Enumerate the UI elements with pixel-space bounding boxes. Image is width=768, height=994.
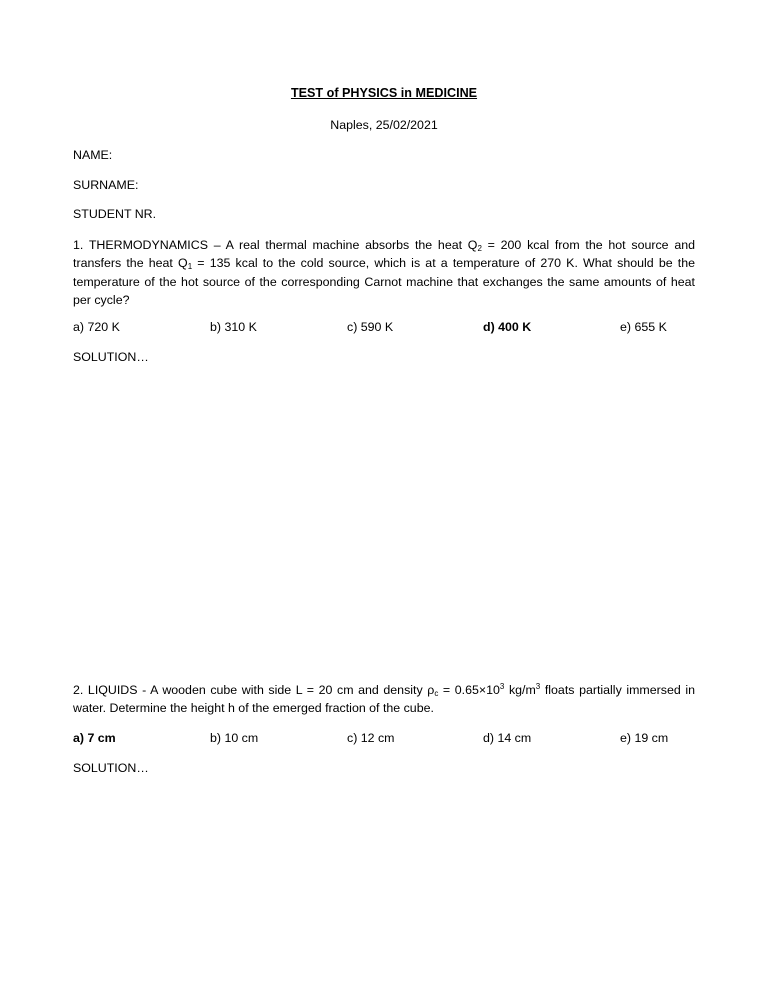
document-date: Naples, 25/02/2021: [330, 118, 438, 132]
name-field-label: NAME:: [73, 148, 113, 162]
student-nr-field-label: STUDENT NR.: [73, 207, 157, 221]
document-title: TEST of PHYSICS in MEDICINE: [290, 86, 478, 100]
answer-option: b) 10 cm: [210, 731, 259, 745]
answer-option-correct: d) 400 K: [483, 320, 532, 334]
answer-option: e) 655 K: [620, 320, 667, 334]
answer-option: c) 12 cm: [347, 731, 395, 745]
answer-option: e) 19 cm: [620, 731, 669, 745]
answer-option: b) 310 K: [210, 320, 257, 334]
answer-option: a) 720 K: [73, 320, 120, 334]
question-2-solution-label: SOLUTION…: [73, 761, 149, 775]
question-1-text: 1. THERMODYNAMICS – A real thermal machine absorbs the heat $Q_2 = 200$ kcal from the hot source and transfers the heat $Q_1 = 135$ kcal to the cold source, which is at a temperature of 270 K. What should be the temperature of the hot source of the corresponding Carnot machine that exchanges the same amounts of heat per cycle?: [73, 238, 695, 307]
surname-field-label: SURNAME:: [73, 178, 139, 192]
answer-option-correct: a) 7 cm: [73, 731, 116, 745]
answer-option: c) 590 K: [347, 320, 394, 334]
question-1-solution-label: SOLUTION…: [73, 350, 149, 364]
question-2-answers: [73, 731, 695, 747]
question-1-answers: [73, 320, 695, 336]
answer-option: d) 14 cm: [483, 731, 532, 745]
question-2-text: 2. LIQUIDS - A wooden cube with side L = 20 cm and density $\rho_c = 0.65\times 10^3$ $kg/m^3$ floats partially immersed in water. Determine the height h of the emerged fraction of the cube.: [73, 682, 695, 716]
